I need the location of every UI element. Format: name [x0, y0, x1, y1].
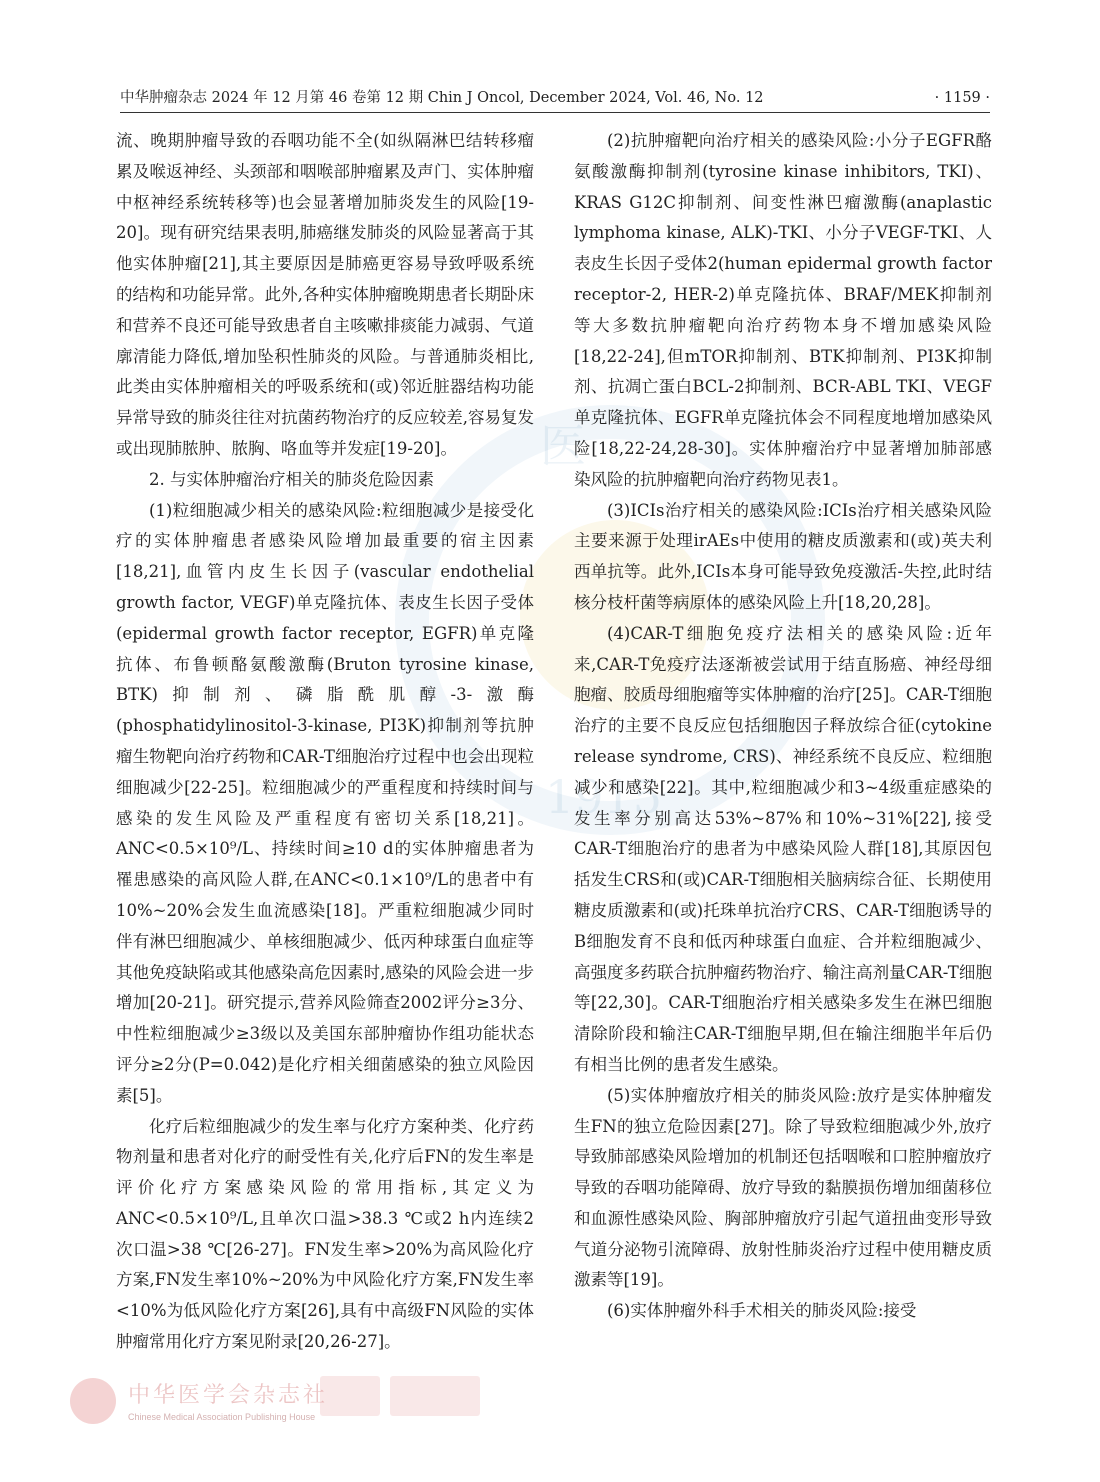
paragraph: (3)ICIs治疗相关的感染风险:ICIs治疗相关感染风险主要来源于处理irAEs中使用的糖皮质激素和(或)英夫利西单抗等。此外,ICIs本身可能导致免疫激活-失控,此时结核分枝杆菌等病原体的感染风险上升[18,20,28]。	[574, 500, 992, 612]
right-column	[574, 126, 992, 1327]
page-number: · 1159 ·	[934, 90, 990, 106]
publisher-flower-icon	[70, 1378, 116, 1424]
paragraph: 化疗后粒细胞减少的发生率与化疗方案种类、化疗药物剂量和患者对化疗的耐受性有关,化疗后FN的发生率是评价化疗方案感染风险的常用指标,其定义为ANC<0.5×10⁹/L,且单次口温>38.3 ℃或2 h内连续2次口温>38 ℃[26-27]。FN发生率>20%为高风险化疗方案,FN发生率10%~20%为中风险化疗方案,FN发生率<10%为低风险化疗方案[26],具有中高级FN风险的实体肿瘤常用化疗方案见附录[20,26-27]。	[116, 1116, 534, 1352]
publisher-logo	[70, 1372, 510, 1442]
publisher-mark-icon	[320, 1376, 380, 1416]
paragraph: (6)实体肿瘤外科手术相关的肺炎风险:接受	[607, 1301, 917, 1321]
header-journal-info: 中华肿瘤杂志 2024 年 12 月第 46 卷第 12 期 Chin J Oncol, December 2024, Vol. 46, No. 12	[120, 90, 764, 106]
section-heading: 2. 与实体肿瘤治疗相关的肺炎危险因素	[149, 469, 434, 489]
paragraph: (4)CAR-T细胞免疫疗法相关的感染风险:近年来,CAR-T免疫疗法逐渐被尝试用于结直肠癌、神经母细胞瘤、胶质母细胞瘤等实体肿瘤的治疗[25]。CAR-T细胞治疗的主要不良反应包括细胞因子释放综合征(cytokine release syndrome, CRS)、神经系统不良反应、粒细胞减少和感染[22]。其中,粒细胞减少和3~4级重症感染的发生率分别高达53%~87%和10%~31%[22],接受CAR-T细胞治疗的患者为中感染风险人群[18],其原因包括发生CRS和(或)CAR-T细胞相关脑病综合征、长期使用糖皮质激素和(或)托珠单抗治疗CRS、CAR-T细胞诱导的B细胞发育不良和低丙种球蛋白血症、合并粒细胞减少、高强度多药联合抗肿瘤药物治疗、输注高剂量CAR-T细胞等[22,30]。CAR-T细胞治疗相关感染多发生在淋巴细胞清除阶段和输注CAR-T细胞早期,但在输注细胞半年后仍有相当比例的患者发生感染。	[574, 623, 992, 1074]
watermark-glyph: 1915	[545, 770, 663, 824]
watermark-glyph: 医	[540, 419, 586, 473]
running-header	[120, 86, 990, 113]
left-column	[116, 126, 534, 1358]
publisher-name-cn: 中华医学会杂志社	[128, 1383, 329, 1408]
paragraph: (2)抗肿瘤靶向治疗相关的感染风险:小分子EGFR酪氨酸激酶抑制剂(tyrosine kinase inhibitors, TKI)、KRAS G12C抑制剂、间变性淋巴瘤激酶(anaplastic lymphoma kinase, ALK)-TKI、小分子VEGF-TKI、人表皮生长因子受体2(human epidermal growth factor receptor-2, HER-2)单克隆抗体、BRAF/MEK抑制剂等大多数抗肿瘤靶向治疗药物本身不增加感染风险[18,22-24],但mTOR抑制剂、BTK抑制剂、PI3K抑制剂、抗凋亡蛋白BCL-2抑制剂、BCR-ABL TKI、VEGF单克隆抗体、EGFR单克隆抗体会不同程度地增加感染风险[18,22-24,28-30]。实体肿瘤治疗中显著增加肺部感染风险的抗肿瘤靶向治疗药物见表1。	[574, 131, 992, 489]
paragraph: (1)粒细胞减少相关的感染风险:粒细胞减少是接受化疗的实体肿瘤患者感染风险增加最重要的宿主因素[18,21],血管内皮生长因子(vascular endothelial growth factor, VEGF)单克隆抗体、表皮生长因子受体(epidermal growth factor receptor, EGFR)单克隆抗体、布鲁顿酪氨酸激酶(Bruton tyrosine kinase, BTK)抑制剂、磷脂酰肌醇-3-激酶(phosphatidylinositol-3-kinase, PI3K)抑制剂等抗肿瘤生物靶向治疗药物和CAR-T细胞治疗过程中也会出现粒细胞减少[22-25]。粒细胞减少的严重程度和持续时间与感染的发生风险及严重程度有密切关系[18,21]。ANC<0.5×10⁹/L、持续时间≥10 d的实体肿瘤患者为罹患感染的高风险人群,在ANC<0.1×10⁹/L的患者中有10%~20%会发生血流感染[18]。严重粒细胞减少同时伴有淋巴细胞减少、单核细胞减少、低丙种球蛋白血症等其他免疫缺陷或其他感染高危因素时,感染的风险会进一步增加[20-21]。研究提示,营养风险筛查2002评分≥3分、中性粒细胞减少≥3级以及美国东部肿瘤协作组功能状态评分≥2分(P=0.042)是化疗相关细菌感染的独立风险因素[5]。	[116, 500, 534, 1105]
publisher-mark-icon	[390, 1376, 480, 1416]
paragraph: 流、晚期肿瘤导致的吞咽功能不全(如纵隔淋巴结转移瘤累及喉返神经、头颈部和咽喉部肿瘤累及声门、实体肿瘤中枢神经系统转移等)也会显著增加肺炎发生的风险[19-20]。现有研究结果表明,肺癌继发肺炎的风险显著高于其他实体肿瘤[21],其主要原因是肺癌更容易导致呼吸系统的结构和功能异常。此外,各种实体肿瘤晚期患者长期卧床和营养不良还可能导致患者自主咳嗽排痰能力减弱、气道廓清能力降低,增加坠积性肺炎的风险。与普通肺炎相比,此类由实体肿瘤相关的呼吸系统和(或)邻近脏器结构功能异常导致的肺炎往往对抗菌药物治疗的反应较差,容易复发或出现肺脓肿、脓胸、咯血等并发症[19-20]。	[116, 131, 534, 458]
publisher-name-en: Chinese Medical Association Publishing House	[128, 1412, 316, 1422]
paragraph: (5)实体肿瘤放疗相关的肺炎风险:放疗是实体肿瘤发生FN的独立危险因素[27]。除了导致粒细胞减少外,放疗导致肺部感染风险增加的机制还包括咽喉和口腔肿瘤放疗导致的吞咽功能障碍、放疗导致的黏膜损伤增加细菌移位和血源性感染风险、胸部肿瘤放疗引起气道扭曲变形导致气道分泌物引流障碍、放射性肺炎治疗过程中使用糖皮质激素等[19]。	[574, 1085, 992, 1290]
